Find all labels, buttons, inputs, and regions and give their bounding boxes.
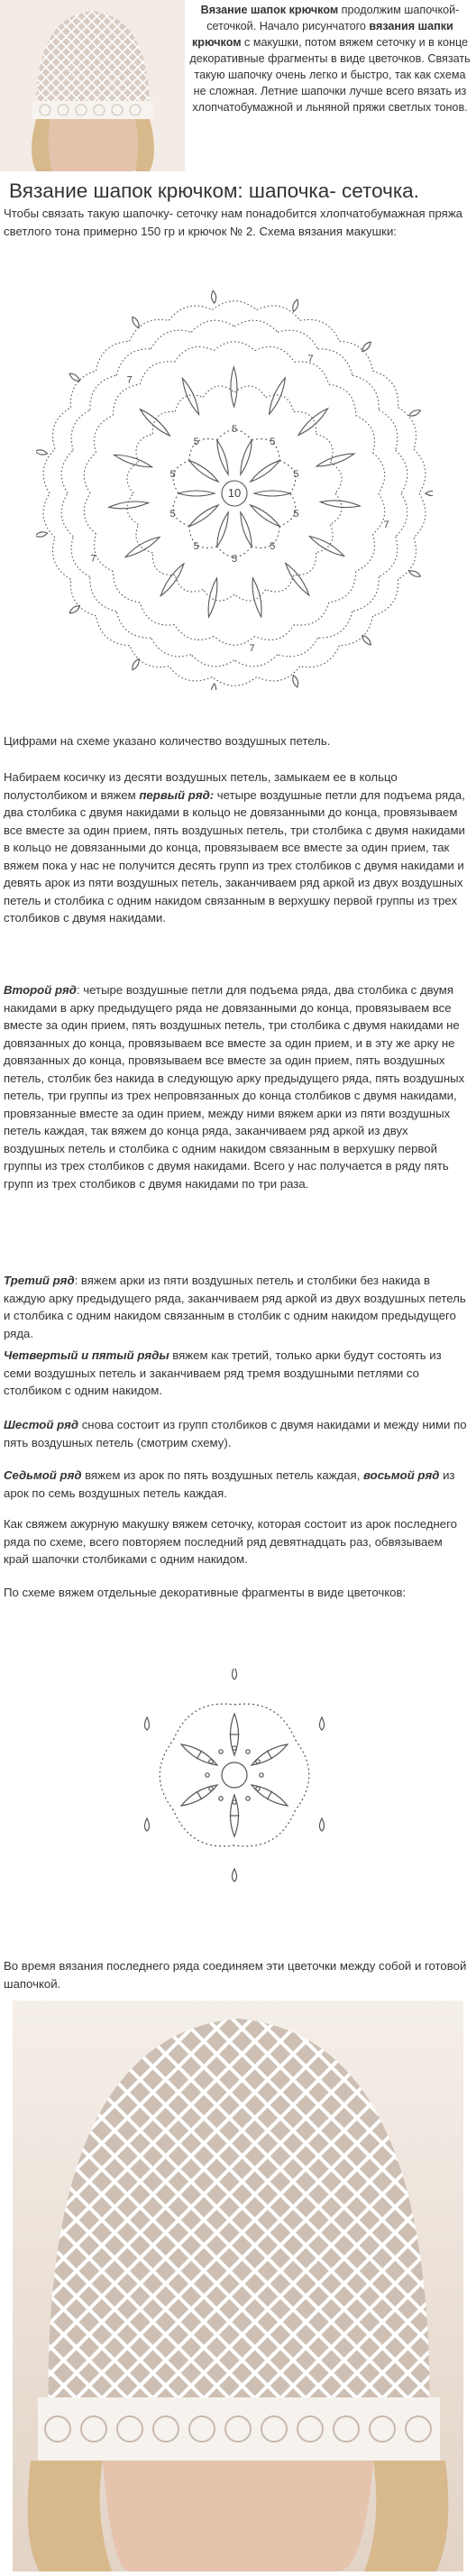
diagram-rim-petal bbox=[36, 450, 48, 455]
diagram-outer-arch bbox=[90, 577, 116, 612]
diagram-outer-arch bbox=[300, 646, 340, 667]
diagram-outer-arch bbox=[191, 655, 234, 667]
diagram-outer-arch bbox=[255, 347, 295, 363]
diagram-rim-petal bbox=[362, 636, 371, 645]
diagram-outer-arch bbox=[203, 386, 234, 398]
diagram-outer-arch bbox=[352, 577, 379, 612]
hat-large-photo bbox=[13, 2001, 463, 2571]
diagram-middle-petal bbox=[141, 409, 170, 436]
flower-chain-dot bbox=[233, 1800, 236, 1804]
diagram-outer-arch bbox=[214, 342, 255, 351]
diagram-inner-petal bbox=[241, 512, 252, 547]
diagram-arch-number: 5 bbox=[169, 509, 176, 520]
diagram-middle-petal bbox=[125, 537, 160, 557]
diagram-outer-arch bbox=[356, 534, 375, 571]
row45-text: вяжем как третий, только арки будут состоять из семи воздушных петель и заканчиваем ряд тремя воздушными петлями со столбиком с одним накидом. bbox=[4, 1348, 442, 1397]
diagram-outer-arch bbox=[396, 493, 407, 537]
flower-picot bbox=[145, 1717, 150, 1730]
flower-chain-dot bbox=[256, 1787, 260, 1790]
diagram-outer-arch bbox=[331, 462, 343, 493]
diagram-outer-arch bbox=[203, 590, 234, 602]
diagram-inner-arch bbox=[173, 461, 189, 493]
flower-chain-dot bbox=[206, 1773, 209, 1777]
diagram-outer-arch bbox=[152, 411, 175, 434]
diagram-outer-arch bbox=[329, 572, 356, 603]
diagram-outer-arch bbox=[140, 362, 174, 384]
diagram-outer-arch bbox=[234, 386, 266, 398]
diagram-outer-arch bbox=[278, 330, 318, 349]
diagram-outer-arch bbox=[352, 375, 379, 409]
diagram-outer-arch bbox=[136, 434, 152, 462]
flower-chain-dot bbox=[219, 1750, 223, 1753]
flower-petal-bar bbox=[197, 1751, 201, 1759]
diagram-outer-arch bbox=[130, 646, 169, 667]
diagram-outer-arch bbox=[414, 493, 426, 538]
diagram-arch-number: 5 bbox=[270, 436, 276, 447]
diagram-outer-arch bbox=[113, 384, 140, 415]
row45-emphasis: Четвертый и пятый ряды bbox=[4, 1348, 169, 1362]
diagram-rim-petal bbox=[212, 684, 216, 690]
diagram-inner-petal bbox=[251, 461, 279, 483]
diagram-middle-petal bbox=[270, 378, 286, 414]
row7-paragraph bbox=[4, 1467, 471, 1502]
diagram-middle-petal bbox=[316, 454, 354, 466]
row2-emphasis: Второй ряд bbox=[4, 983, 77, 997]
diagram-outer-arch bbox=[175, 575, 203, 592]
diagram-inner-arch bbox=[252, 436, 279, 461]
diagram-outer-arch bbox=[175, 395, 203, 411]
lead-paragraph: Чтобы связать такую шапочку- сеточку нам понадобится хлопчатобумажная пряжа светлого тона примерно 150 гр и крючок № 2. Схема вязания макушки: bbox=[4, 207, 462, 238]
diagram-rim-petal bbox=[133, 659, 139, 670]
intro-bold-2: вязания шапки крючком bbox=[191, 20, 453, 49]
diagram-outer-arch bbox=[116, 349, 151, 375]
flower-petal-bar bbox=[197, 1791, 201, 1799]
row7-text-post: из арок по семь воздушных петель каждая. bbox=[4, 1468, 455, 1500]
row1-text-pre: Набираем косичку из десяти воздушных петель, замыкаем ее в кольцо полустолбиком и вяжем bbox=[4, 770, 398, 802]
diagram-outer-arch bbox=[294, 553, 316, 575]
diagram-outer-arch bbox=[372, 371, 398, 408]
diagram-outer-arch bbox=[61, 450, 73, 493]
flower-chain-dot bbox=[209, 1760, 213, 1763]
row6-emphasis: Шестой ряд bbox=[4, 1418, 79, 1431]
diagram-rim-petal bbox=[212, 290, 216, 303]
flower-chain-dot bbox=[246, 1797, 250, 1800]
flower-arch bbox=[173, 1704, 234, 1740]
diagram-arch-number: 5 bbox=[193, 436, 199, 447]
diagram-outer-arch bbox=[331, 493, 343, 525]
diagram-outer-arch bbox=[140, 603, 174, 625]
diagram-outer-arch bbox=[339, 616, 372, 646]
flower-picot bbox=[145, 1818, 150, 1831]
flower-chain-dot bbox=[219, 1797, 223, 1800]
diagram-rim-petal bbox=[36, 532, 48, 537]
diagram-outer-arch bbox=[136, 525, 152, 553]
row7-text-mid: вяжем из арок по пять воздушных петель каждая, bbox=[81, 1468, 364, 1482]
diagram-outer-arch bbox=[169, 306, 212, 320]
row1-paragraph bbox=[4, 768, 471, 927]
row8-emphasis: восьмой ряд bbox=[363, 1468, 440, 1482]
row3-text: : вяжем арки из пяти воздушных петель и столбики без накида в каждую арку предыдущего ряда, заканчиваем ряд аркой из двух воздушных петель и столбика с одним накидом связанным в столбик с одним накидом предыдущего ряда. bbox=[4, 1274, 466, 1340]
diagram-middle-petal bbox=[321, 501, 361, 508]
diagram-middle-petal bbox=[109, 501, 149, 509]
diagram-arch-number: 5 bbox=[231, 554, 238, 565]
diagram-outer-arch bbox=[318, 612, 352, 638]
flower-center-ring bbox=[222, 1762, 247, 1788]
diagram-rim-petal bbox=[409, 410, 421, 416]
flower-arch bbox=[296, 1740, 309, 1810]
flower-arch bbox=[160, 1740, 173, 1810]
diagram-middle-petal bbox=[160, 564, 184, 596]
diagram-outer-arch bbox=[373, 453, 385, 493]
diagram-outer-arch bbox=[71, 410, 90, 451]
intro-text-2: с макушки, потом вяжем сеточку и в конце декоративные фрагменты в виде цветочков. Связать такую шапочку очень легко и быстро, так как схема не сложная. Летние шапочки лучше всего вязать из хлопчатобумажной и льняной пряжи светлых тонов. bbox=[189, 36, 471, 114]
diagram-outer-arch bbox=[339, 341, 372, 371]
diagram-outer-arch bbox=[372, 579, 398, 616]
diagram-outer-arch bbox=[152, 553, 175, 575]
row1-emphasis: первый ряд: bbox=[139, 787, 215, 802]
diagram-middle-petal bbox=[231, 367, 237, 407]
flower-chain-dot bbox=[260, 1773, 263, 1777]
diagram-outer-arch bbox=[127, 462, 139, 493]
flower-arch bbox=[234, 1810, 296, 1846]
diagram-arch-number: 5 bbox=[231, 424, 238, 435]
diagram-outer-arch bbox=[398, 408, 416, 449]
diagram-arch-number: 5 bbox=[270, 541, 276, 553]
diagram-outer-arch bbox=[356, 415, 375, 452]
diagram-rim-petal bbox=[293, 299, 298, 311]
diagram-inner-petal bbox=[254, 491, 290, 496]
intro-text-1: продолжим шапочкой-сеточкой. Начало рисунчатого bbox=[206, 4, 460, 32]
row2-paragraph bbox=[4, 981, 471, 1192]
diagram-outer-arch bbox=[396, 450, 407, 493]
diagram-inner-petal bbox=[217, 512, 228, 547]
flower-picot bbox=[233, 1669, 237, 1679]
diagram-outer-arch bbox=[84, 453, 96, 493]
diagram-arch-number: 5 bbox=[293, 509, 299, 520]
diagram-outer-arch bbox=[84, 493, 96, 534]
crown-crochet-diagram bbox=[36, 257, 433, 690]
flower-chain-dot bbox=[233, 1746, 236, 1750]
diagram-outer-arch bbox=[70, 579, 96, 616]
flower-chain-dot bbox=[209, 1787, 213, 1790]
diagram-outer-arch bbox=[379, 410, 398, 451]
diagram-outer-arch bbox=[90, 375, 116, 409]
diagram-middle-petal bbox=[114, 455, 152, 466]
diagram-outer-arch bbox=[294, 603, 328, 625]
diagram-middle-petal bbox=[309, 537, 343, 557]
diagram-outer-arch bbox=[43, 449, 55, 493]
diagram-outer-arch bbox=[278, 638, 318, 657]
flower-petal-bar bbox=[267, 1751, 271, 1759]
diagram-outer-arch bbox=[130, 319, 169, 341]
row3-emphasis: Третий ряд bbox=[4, 1274, 75, 1287]
diagram-rim-petal bbox=[409, 571, 421, 576]
diagram-outer-arch bbox=[95, 534, 114, 571]
diagram-outer-arch bbox=[414, 449, 426, 493]
flower-motif-diagram bbox=[99, 1669, 370, 1912]
diagram-rim-petal bbox=[293, 676, 298, 687]
diagram-outer-arch bbox=[127, 493, 139, 525]
diagram-outer-arch bbox=[379, 537, 398, 577]
diagram-middle-petal bbox=[208, 578, 217, 617]
diagram-outer-number: 7 bbox=[126, 374, 133, 386]
diagram-outer-number: 7 bbox=[90, 553, 96, 565]
diagram-outer-arch bbox=[95, 415, 114, 452]
diagram-outer-arch bbox=[52, 538, 70, 579]
diagram-middle-petal bbox=[286, 563, 309, 594]
diagram-outer-arch bbox=[234, 320, 278, 332]
diagram-outer-arch bbox=[191, 320, 234, 332]
diagram-center-number: 10 bbox=[227, 486, 242, 500]
diagram-outer-number: 7 bbox=[249, 642, 255, 654]
flower-picot bbox=[233, 1869, 237, 1881]
row1-text-post: четыре воздушные петли для подъема ряда, два столбика с двумя накидами в кольцо не довязанными до конца, провязываем все вместе за один прием, пять воздушных петель, три столбика с двумя накидами в кольцо не довязанными до конца, провязываем все вместе за один прием, так вяжем пока у нас не получится десять групп из трех столбиков с двумя накидами и девять арок из пяти воздушных петель, заканчиваем ряд аркой из двух воздушных петель и столбика с одним накидом связанным в верхушку первой группы из трех столбиков с двумя накидами. bbox=[4, 787, 465, 925]
row3-paragraph bbox=[4, 1272, 471, 1342]
flower-arch bbox=[173, 1810, 234, 1846]
flower-picot bbox=[319, 1717, 324, 1730]
diagram-arch-number: 5 bbox=[193, 541, 199, 553]
diagram-outer-arch bbox=[151, 638, 192, 657]
diagram-outer-arch bbox=[398, 538, 416, 579]
diagram-outer-arch bbox=[212, 677, 256, 686]
diagram-outer-arch bbox=[71, 537, 90, 577]
diagram-outer-arch bbox=[294, 362, 328, 384]
diagram-rim-petal bbox=[69, 606, 79, 613]
diagram-inner-petal bbox=[217, 440, 228, 474]
intro-bold-1: Вязание шапок крючком bbox=[200, 4, 339, 16]
diagram-outer-arch bbox=[43, 493, 55, 538]
diagram-outer-arch bbox=[175, 625, 215, 640]
diagram-rim-petal bbox=[426, 492, 433, 496]
diagram-arch-number: 5 bbox=[293, 468, 299, 480]
diagram-outer-arch bbox=[300, 319, 340, 341]
row45-paragraph bbox=[4, 1347, 471, 1400]
diagram-rim-petal bbox=[362, 342, 371, 351]
flower-picot bbox=[319, 1818, 324, 1831]
flower-petal-bar bbox=[267, 1791, 271, 1799]
diagram-middle-petal bbox=[182, 378, 198, 414]
flower-chain-dot bbox=[256, 1760, 260, 1763]
diagram-inner-petal bbox=[189, 461, 218, 483]
row2-text: : четыре воздушные петли для подъема ряда, два столбика с двумя накидами в арку предыдущего ряда не довязанными до конца, провязываем все вместе за один прием, пять воздушных петель, три столбика с двумя накидами не довязанных до конца, провязываем все вместе за один прием, и в эту же арку не довязанных до конца, провязываем все вместе за один прием, пять воздушных петель, столбик без накида в следующую арку предыдущего ряда, пять воздушных петель, три группы из трех непровязанных до конца столбиков с двумя накидами, провязанные вместе за один прием, между ними вяжем арки из пяти воздушных петель каждая, так вяжем до конца ряда, заканчиваем ряд аркой из двух воздушных петель и столбика с одним накидом связанным в верхушку первой группы из трех столбиков с двумя накидами. Всего у нас получается в ряду пять групп из трех столбиков с двумя накидами по три раза. bbox=[4, 983, 465, 1191]
diagram-inner-petal bbox=[189, 505, 218, 527]
flower-arch bbox=[234, 1704, 296, 1740]
diagram-outer-arch bbox=[234, 655, 278, 667]
row6-paragraph bbox=[4, 1416, 471, 1451]
diagram-outer-arch bbox=[61, 493, 73, 537]
hat-thumbnail-photo bbox=[0, 0, 185, 171]
diagram-inner-petal bbox=[241, 440, 252, 474]
diagram-outer-arch bbox=[316, 434, 333, 462]
flowers-paragraph: По схеме вяжем отдельные декоративные фрагменты в виде цветочков: bbox=[4, 1586, 407, 1599]
diagram-inner-arch bbox=[173, 493, 189, 526]
diagram-outer-arch bbox=[294, 411, 316, 434]
diagram-outer-arch bbox=[151, 330, 192, 349]
flower-chain-dot bbox=[246, 1750, 250, 1753]
join-paragraph: Во время вязания последнего ряда соединяем эти цветочки между собой и готовой шапочкой. bbox=[4, 1959, 467, 1991]
diagram-outer-arch bbox=[175, 347, 215, 363]
diagram-rim-petal bbox=[133, 317, 139, 327]
diagram-outer-arch bbox=[96, 341, 130, 371]
diagram-outer-arch bbox=[255, 625, 295, 640]
diagram-outer-arch bbox=[96, 616, 130, 646]
note-paragraph: Цифрами на схеме указано количество воздушных петель. bbox=[4, 734, 331, 748]
intro-text bbox=[189, 2, 471, 115]
diagram-outer-number: 7 bbox=[383, 520, 389, 531]
diagram-outer-arch bbox=[70, 371, 96, 408]
diagram-outer-arch bbox=[257, 306, 300, 320]
diagram-outer-arch bbox=[212, 301, 256, 310]
diagram-arch-number: 5 bbox=[169, 468, 176, 480]
diagram-inner-arch bbox=[252, 526, 279, 547]
finish-paragraph: Как свяжем ажурную макушку вяжем сеточку, которая состоит из арок последнего ряда по схеме, всего повторяем последний ряд девятнадцать раз, обвязываем край шапочки столбиками с одним накидом. bbox=[4, 1517, 457, 1566]
diagram-outer-arch bbox=[257, 667, 300, 681]
diagram-outer-arch bbox=[266, 575, 294, 592]
row7-emphasis: Седьмой ряд bbox=[4, 1468, 82, 1482]
diagram-outer-arch bbox=[169, 667, 212, 681]
diagram-rim-petal bbox=[69, 373, 79, 381]
diagram-outer-arch bbox=[52, 408, 70, 449]
diagram-outer-arch bbox=[329, 384, 356, 415]
row6-text: снова состоит из групп столбиков с двумя накидами и между ними по пять воздушных петель (смотрим схему). bbox=[4, 1418, 467, 1449]
diagram-outer-number: 7 bbox=[307, 354, 314, 365]
page-title: Вязание шапок крючком: шапочка- сеточка. bbox=[9, 179, 419, 202]
diagram-inner-petal bbox=[251, 505, 279, 527]
diagram-middle-petal bbox=[252, 578, 261, 617]
diagram-inner-petal bbox=[178, 491, 215, 496]
diagram-outer-arch bbox=[113, 572, 140, 603]
